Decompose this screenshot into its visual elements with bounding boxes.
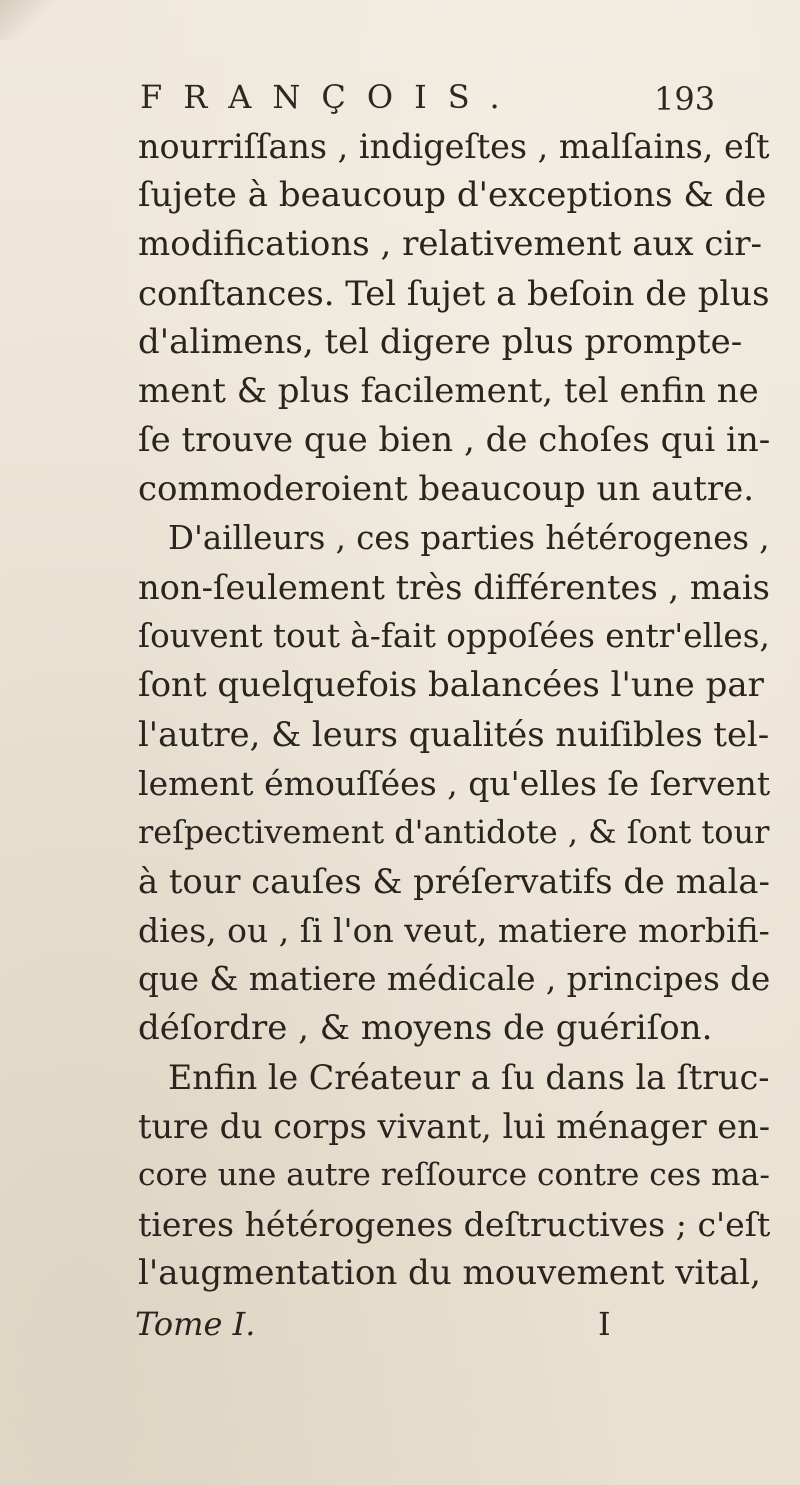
text-line: dies, ou , ſi l'on veut, matiere morbifi- bbox=[138, 911, 770, 950]
text-line: ſe trouve que bien , de choſes qui in- bbox=[138, 420, 771, 460]
text-line: tieres hétérogenes deſtructives ; c'eſt bbox=[138, 1205, 771, 1244]
text-line: que & matiere médicale , principes de bbox=[138, 960, 771, 998]
text-line: Enfin le Créateur a ſu dans la ſtruc- bbox=[168, 1058, 770, 1097]
text-line: D'ailleurs , ces parties hétérogenes , bbox=[168, 519, 770, 557]
text-line: l'augmentation du mouvement vital, bbox=[138, 1253, 761, 1293]
gathering-mark: I bbox=[598, 1305, 611, 1343]
text-line: l'autre, & leurs qualités nuiſibles tel- bbox=[138, 715, 770, 754]
text-line: à tour cauſes & préſervatifs de mala- bbox=[138, 862, 770, 901]
text-line: ſouvent tout à-fait oppoſées entr'elles, bbox=[138, 617, 770, 655]
running-head: FRANÇOIS. bbox=[140, 78, 521, 116]
text-line: ment & plus facilement, tel enfin ne bbox=[138, 371, 759, 411]
text-line: nourriſſans , indigeſtes , malſains, eſt bbox=[138, 127, 770, 166]
page-footer bbox=[0, 1305, 800, 1355]
volume-signature: Tome I. bbox=[135, 1305, 256, 1343]
text-line: lement émouſſées , qu'elles ſe ſervent bbox=[138, 764, 771, 803]
text-line: conſtances. Tel ſujet a beſoin de plus bbox=[138, 274, 770, 313]
text-line: modifications , relativement aux cir- bbox=[138, 224, 763, 264]
page-corner-wear bbox=[0, 0, 60, 40]
text-line: commoderoient beaucoup un autre. bbox=[138, 469, 755, 509]
text-line: ſont quelquefois balancées l'une par bbox=[138, 665, 764, 705]
text-line: reſpectivement d'antidote , & ſont tour bbox=[138, 813, 770, 851]
text-line: ture du corps vivant, lui ménager en- bbox=[138, 1107, 771, 1146]
page-number: 193 bbox=[654, 80, 716, 118]
text-line: déſordre , & moyens de guériſon. bbox=[138, 1008, 713, 1048]
text-line: d'alimens, tel digere plus prompte- bbox=[138, 322, 743, 362]
text-line: ſujete à beaucoup d'exceptions & de bbox=[138, 175, 767, 215]
text-line: non-ſeulement très différentes , mais bbox=[138, 568, 770, 607]
text-line: core une autre reſſource contre ces ma- bbox=[138, 1157, 770, 1193]
